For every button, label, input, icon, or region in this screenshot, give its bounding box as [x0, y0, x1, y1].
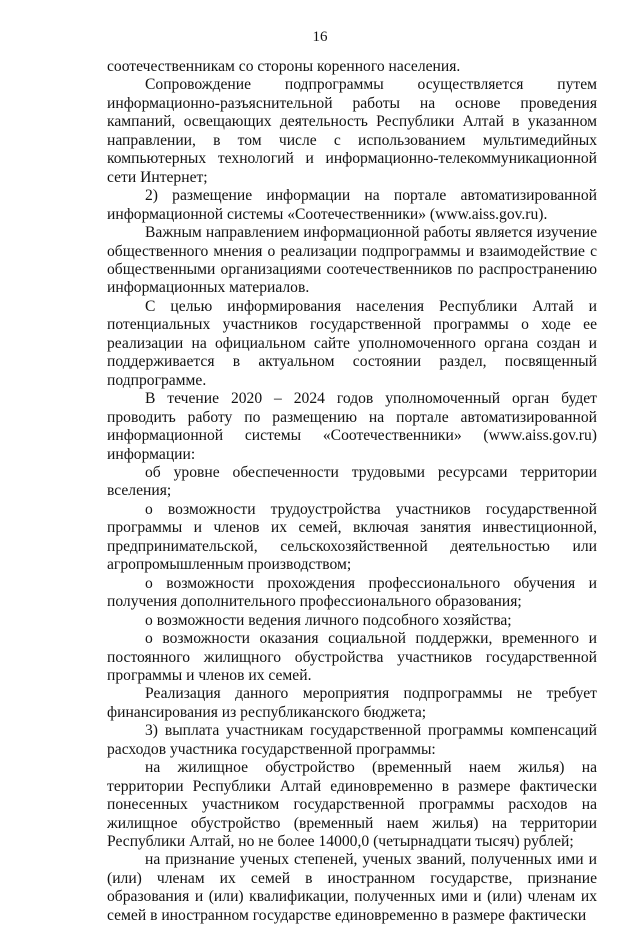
paragraph-public-opinion: Важным направлением информационной работы является изучение общественного мнения о реализации подпрограммы и взаимодействие с общественными организациями соотечественников по распространению информационных материалов.: [107, 224, 597, 297]
list-item-social-support: о возможности оказания социальной поддержки, временного и постоянного жилищного обустройства участников государственной программы и членов их семей.: [107, 630, 597, 684]
paragraph-item-2: 2) размещение информации на портале автоматизированной информационной системы «Соотечественники» (www.aiss.gov.ru).: [107, 187, 597, 223]
page-number: 16: [312, 29, 328, 45]
paragraph-funding: Реализация данного мероприятия подпрограммы не требует финансирования из республиканского бюджета;: [107, 685, 597, 721]
paragraph-2020-2024: В течение 2020 – 2024 годов уполномоченный орган будет проводить работу по размещению на портале автоматизированной информационной системы «Соотечественники» (www.aiss.gov.ru) информации:: [107, 390, 597, 463]
paragraph-support: Сопровождение подпрограммы осуществляется путем информационно-разъяснительной работы на основе проведения кампаний, освещающих деятельность Республики Алтай в указанном направлении, в том числе с использованием мультимедийных компьютерных технологий и информационно-телекоммуникационной сети Интернет;: [107, 76, 597, 186]
paragraph-website: С целью информирования населения Республики Алтай и потенциальных участников государственной программы о ходе ее реализации на официальном сайте уполномоченного органа создан и поддерживается в актуальном состоянии раздел, посвященный подпрограмме.: [107, 297, 597, 389]
paragraph-item-3: 3) выплата участникам государственной программы компенсаций расходов участника государственной программы:: [107, 722, 597, 758]
list-item-household: о возможности ведения личного подсобного хозяйства;: [145, 611, 512, 629]
list-item-employment: о возможности трудоустройства участников государственной программы и членов их семей, включая занятия инвестиционной, предпринимательской, сельскохозяйственной деятельностью или агропромышленным производством;: [107, 500, 597, 574]
paragraph-housing-compensation: на жилищное обустройство (временный наем жилья) на территории Республики Алтай единовременно в размере фактически понесенных участником государственной программы расходов на жилищное обустройство (временный наем жилья) на территории Республики Алтай, но не более 14000,0 (четырнадцати тысяч) рублей;: [107, 759, 597, 851]
list-item-labor-resources: об уровне обеспеченности трудовыми ресурсами территории вселения;: [107, 463, 597, 500]
paragraph-degree-recognition: на признание ученых степеней, ученых званий, полученных ими и (или) членам их семей в иностранном государстве, признание образования и (или) квалификации, полученных ими и (или) членам их семей в иностранном государстве единовременно в размере фактически: [107, 851, 597, 924]
list-item-training: о возможности прохождения профессионального обучения и получения дополнительного профессионального образования;: [107, 574, 597, 611]
body-text: [107, 58, 597, 925]
paragraph-continuation: соотечественникам со стороны коренного населения.: [107, 58, 461, 75]
